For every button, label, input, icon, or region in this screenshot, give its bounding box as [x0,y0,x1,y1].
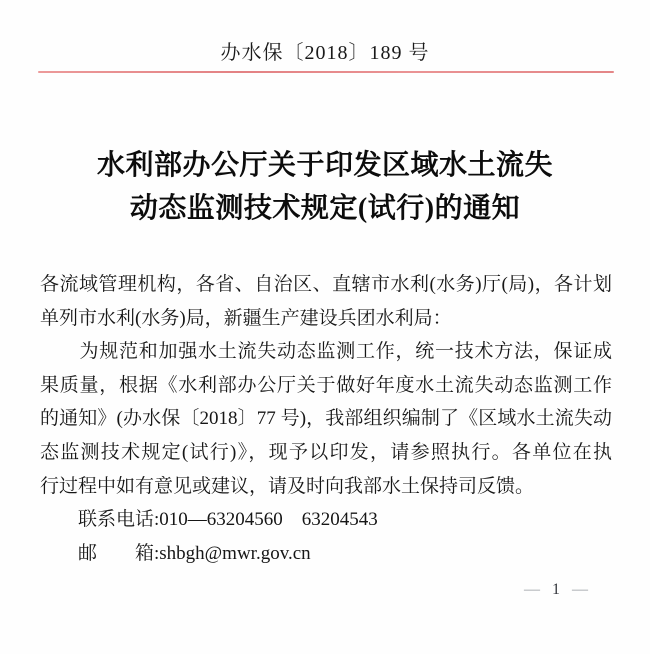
contact-phone-line: 联系电话:010—63204560 63204543 [40,509,378,531]
footer-dash-left: — [524,581,540,598]
body-line-para-4: 态监测技术规定(试行)》，现予以印发，请参照执行。各单位在执 [40,441,612,463]
body-line-para-1: 为规范和加强水土流失动态监测工作，统一技术方法，保证成 [40,341,612,363]
red-divider-line [38,71,614,73]
footer-dash-right: — [572,581,588,598]
document-title [0,144,650,230]
doc-number: 办水保〔2018〕189 号 [220,42,430,64]
body-text [40,268,612,570]
body-line-para-2: 果质量，根据《水利部办公厅关于做好年度水土流失动态监测工作 [40,374,612,396]
page-footer [524,581,588,599]
body-line-para-3: 的通知》(办水保〔2018〕77 号)，我部组织编制了《区域水土流失动 [40,408,612,430]
contact-email-line: 邮 箱:shbgh@mwr.gov.cn [40,542,311,564]
body-line-recipients-1: 各流域管理机构，各省、自治区、直辖市水利(水务)厅(局)，各计划 [40,274,612,295]
page-number: 1 [552,581,560,598]
title-line-2: 动态监测技术规定(试行)的通知 [129,193,521,224]
body-line-para-5: 行过程中如有意见或建议，请及时向我部水土保持司反馈。 [40,475,535,497]
body-line-recipients-2: 单列市水利(水务)局，新疆生产建设兵团水利局： [40,307,452,329]
title-line-1: 水利部办公厅关于印发区域水土流失 [96,150,553,181]
